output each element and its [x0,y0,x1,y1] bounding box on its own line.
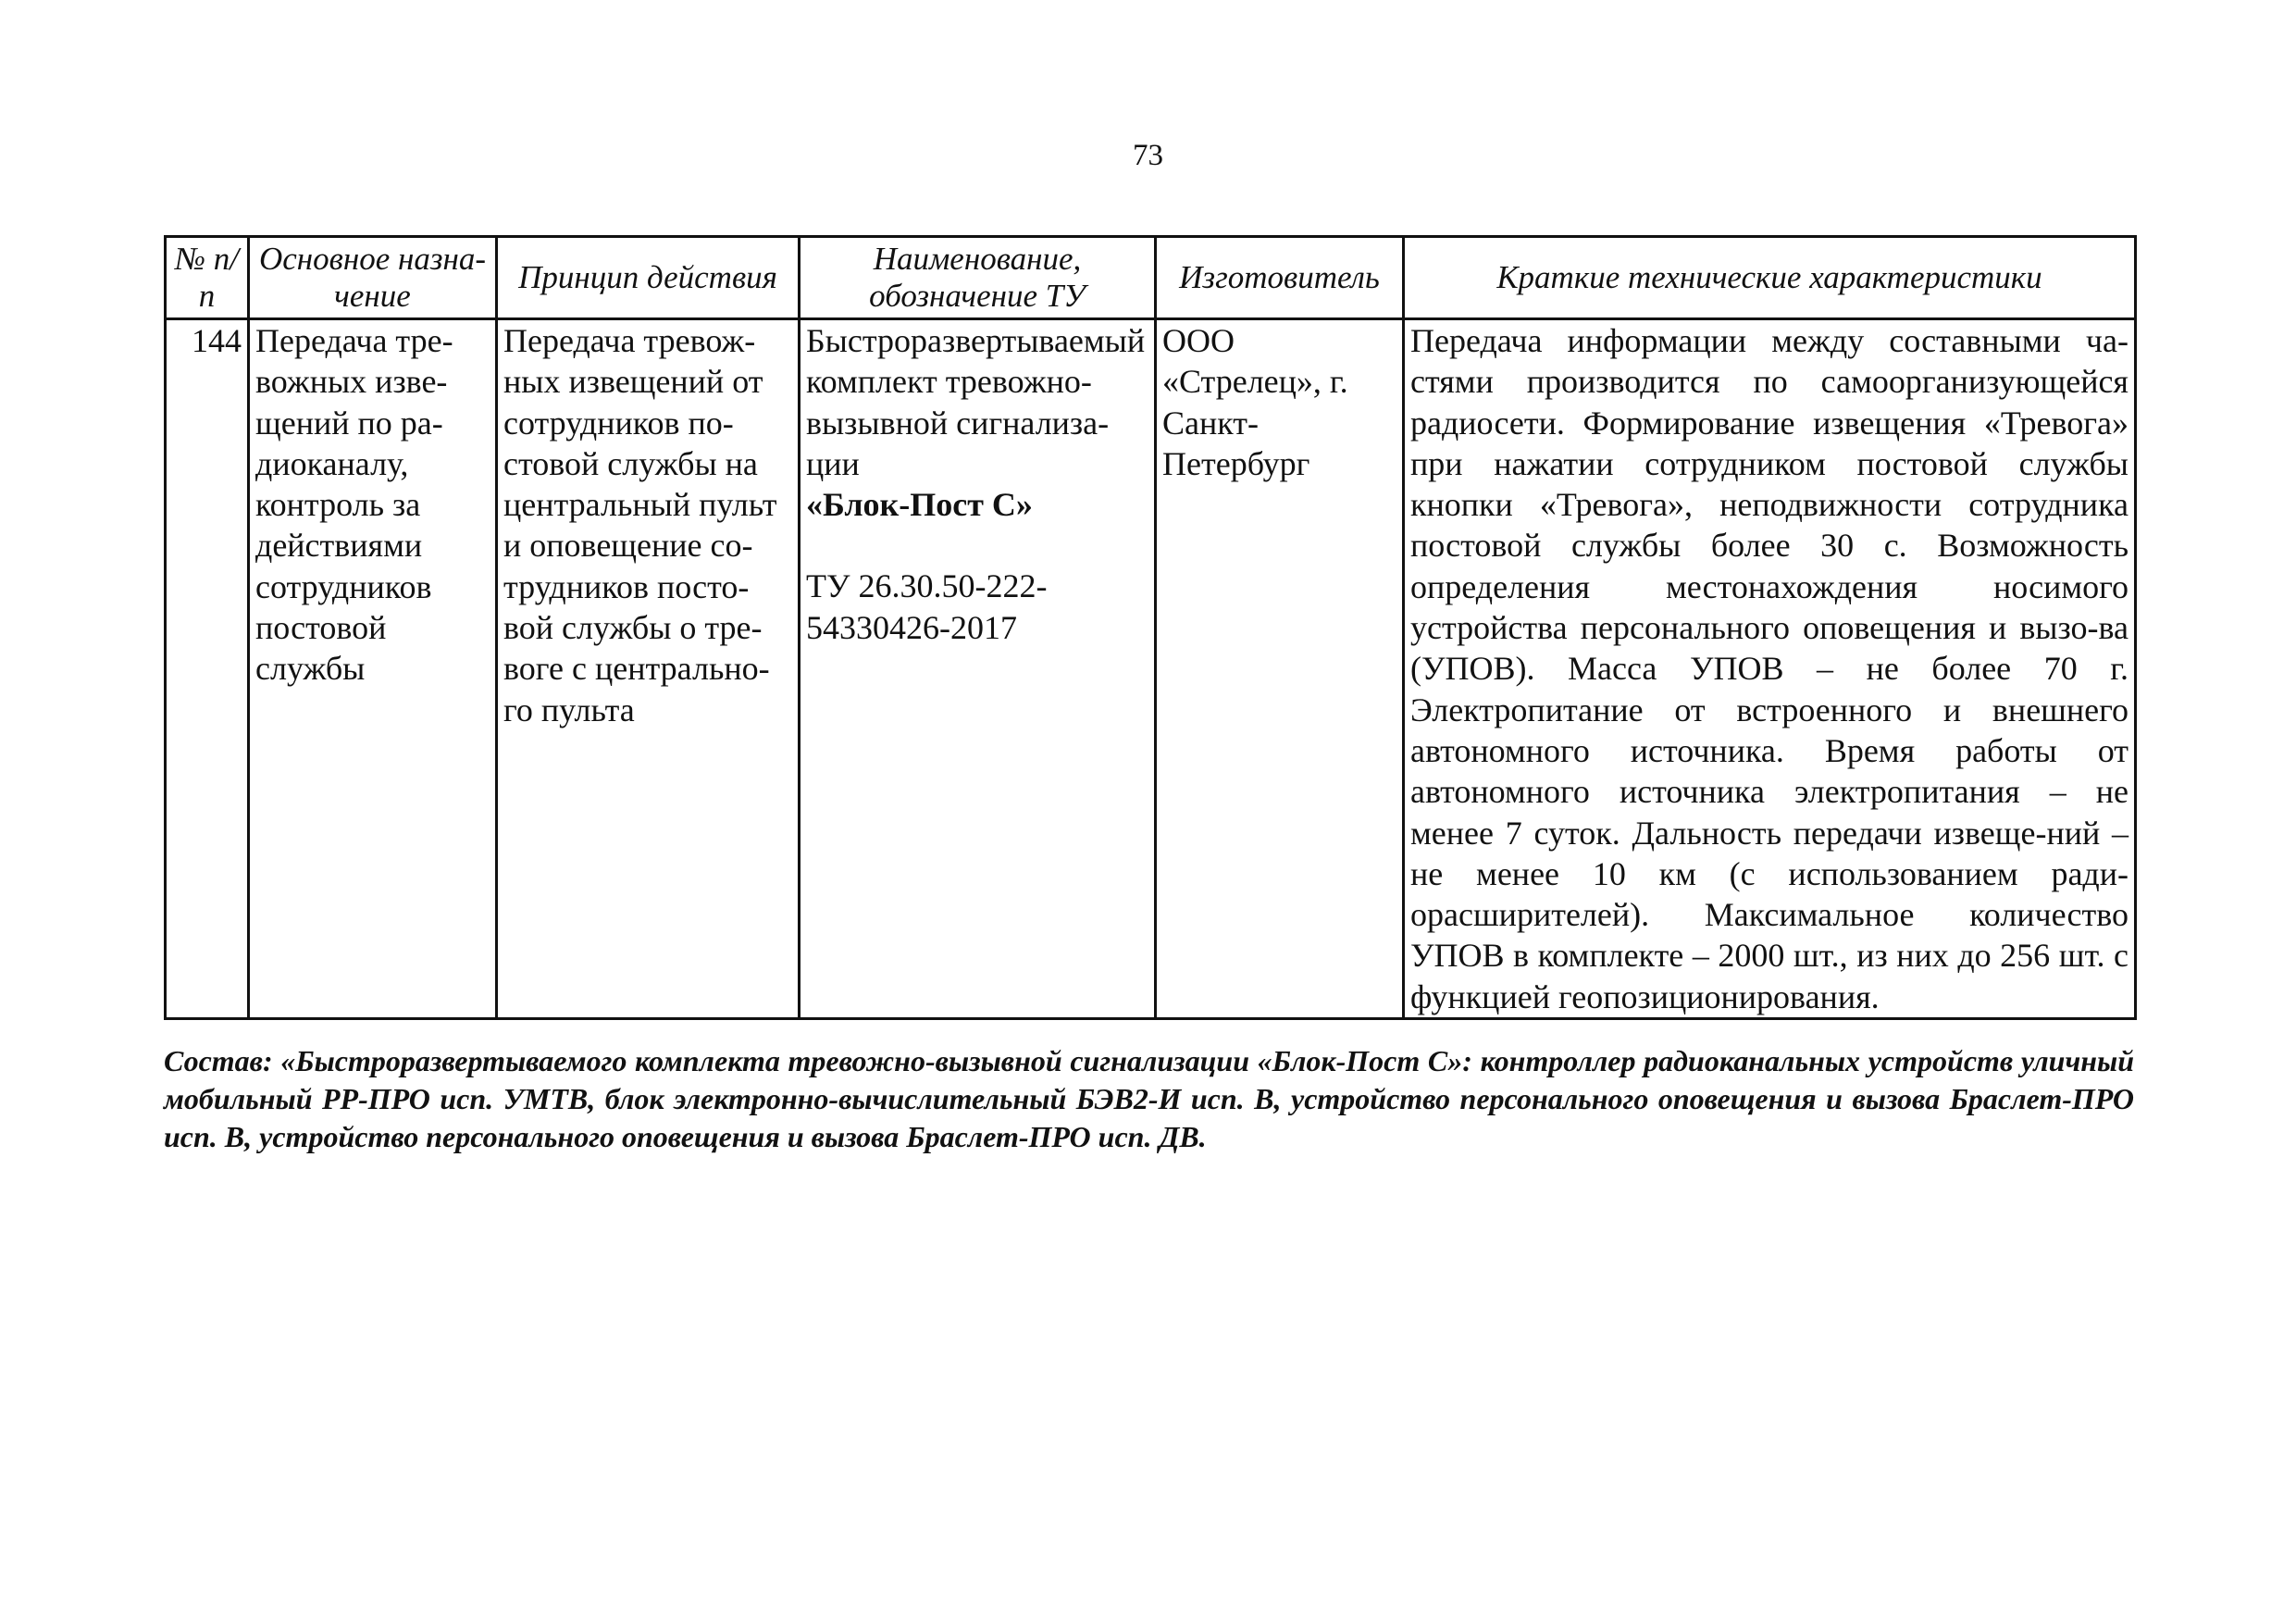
cell-name [800,319,1156,1019]
product-title: «Блок-Пост С» [806,486,1033,524]
product-description: Быстроразвертываемый комплект тревожно-вызывной сигнализа-ции [806,322,1146,482]
header-specs: Краткие технические характеристики [1404,237,2136,319]
cell-manufacturer: ООО «Стрелец», г. Санкт-Петербург [1156,319,1404,1019]
cell-principle: Передача тревож-ных извещений от сотрудников по-стовой службы на центральный пульт и оповещение со-трудников посто-вой службы о тре-воге с центрально-го пульта [497,319,800,1019]
composition-note: Состав: «Быстроразвертываемого комплекта тревожно-вызывной сигнализации «Блок-Пост С»: контроллер радиоканальных устройств уличный мобильный РР-ПРО исп. УМТВ, блок электронно-вычислительный БЭВ2-И исп. В, устройство персонального оповещения и вызова Браслет-ПРО исп. В, устройство персонального оповещения и вызова Браслет-ПРО исп. ДВ. [164,1044,2134,1153]
cell-specs: Передача информации между составными ча-стями производится по самоорганизующейся радиосети. Формирование извещения «Тревога» при нажатии сотрудником постовой службы кнопки «Тревога», неподвижности сотрудника постовой службы более 30 с. Возможность определения местонахождения носимого устройства персонального оповещения и вызо-ва (УПОВ). Масса УПОВ – не более 70 г. Электропитание от встроенного и внешнего автономного источника. Время работы от автономного источника электропитания – не менее 7 суток. Дальность передачи извеще-ний – не менее 10 км (с использованием ради-орасширителей). Максимальное количество УПОВ в комплекте – 2000 шт., из них до 256 шт. с функцией геопозиционирования. [1404,319,2136,1019]
table-header-row [166,237,2136,319]
equipment-table [164,235,2137,1020]
header-purpose: Основное назна-чение [249,237,497,319]
header-manufacturer: Изготовитель [1156,237,1404,319]
page-number: 73 [1133,139,1163,172]
table-row [166,319,2136,1019]
cell-purpose: Передача тре-вожных изве-щений по ра-диоканалу, контроль за действиями сотрудников постовой службы [249,319,497,1019]
header-num: № п/п [166,237,249,319]
header-principle: Принцип действия [497,237,800,319]
product-tu: ТУ 26.30.50-222-54330426-2017 [806,567,1048,646]
cell-num: 144 [166,319,249,1019]
header-name: Наименование, обозначение ТУ [800,237,1156,319]
